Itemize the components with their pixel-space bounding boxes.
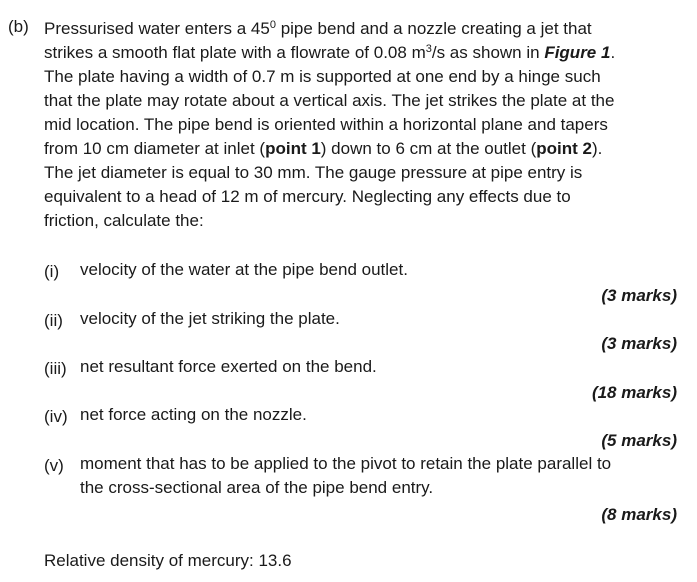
intro-line: that the plate may rotate about a vertical axis. The jet strikes the plate at the [44,91,615,110]
intro-line: mid location. The pipe bend is oriented within a horizontal plane and tapers [44,115,608,134]
intro-line: friction, calculate the: [44,211,204,230]
subpart-marks: (3 marks) [601,334,677,353]
subpart-text-continued: the cross-sectional area of the pipe bend entry. [80,478,434,497]
subpart-marks: (18 marks) [591,383,677,402]
subpart-marks: (5 marks) [601,431,677,450]
point-2-label: point 2 [536,139,592,158]
subpart-text: net force acting on the nozzle. [80,405,307,424]
intro-line: equivalent to a head of 12 m of mercury. Neglecting any effects due to [44,187,571,206]
part-label: (b) [8,17,29,36]
subpart-marks: (3 marks) [601,286,677,305]
subpart-text: velocity of the water at the pipe bend outlet. [80,260,408,279]
subpart-text: net resultant force exerted on the bend. [80,357,377,376]
subpart-text: velocity of the jet striking the plate. [80,309,340,328]
subpart-text: moment that has to be applied to the pivot to retain the plate parallel to [80,454,612,473]
subpart-label: (ii) [44,311,63,330]
subpart-label: (v) [44,456,64,475]
given-data-note: Relative density of mercury: 13.6 [44,551,292,570]
subpart-label: (i) [44,262,60,281]
intro-line: The plate having a width of 0.7 m is supported at one end by a hinge such [44,67,601,86]
intro-line: strikes a smooth flat plate with a flowrate of 0.08 $m^3/s$ as shown in Figure 1. [44,43,616,62]
subpart-label: (iv) [44,407,68,426]
intro-line: from 10 cm diameter at inlet (point 1) down to 6 cm at the outlet (point 2). [44,139,603,158]
figure-reference: Figure 1 [544,43,611,62]
intro-line: Pressurised water enters a $45^0$ pipe bend and a nozzle creating a jet that [44,19,592,38]
subpart-marks: (8 marks) [601,505,677,524]
intro-line: The jet diameter is equal to 30 mm. The gauge pressure at pipe entry is [44,163,583,182]
subpart-label: (iii) [44,359,67,378]
point-1-label: point 1 [265,139,321,158]
question-intro [44,17,684,233]
